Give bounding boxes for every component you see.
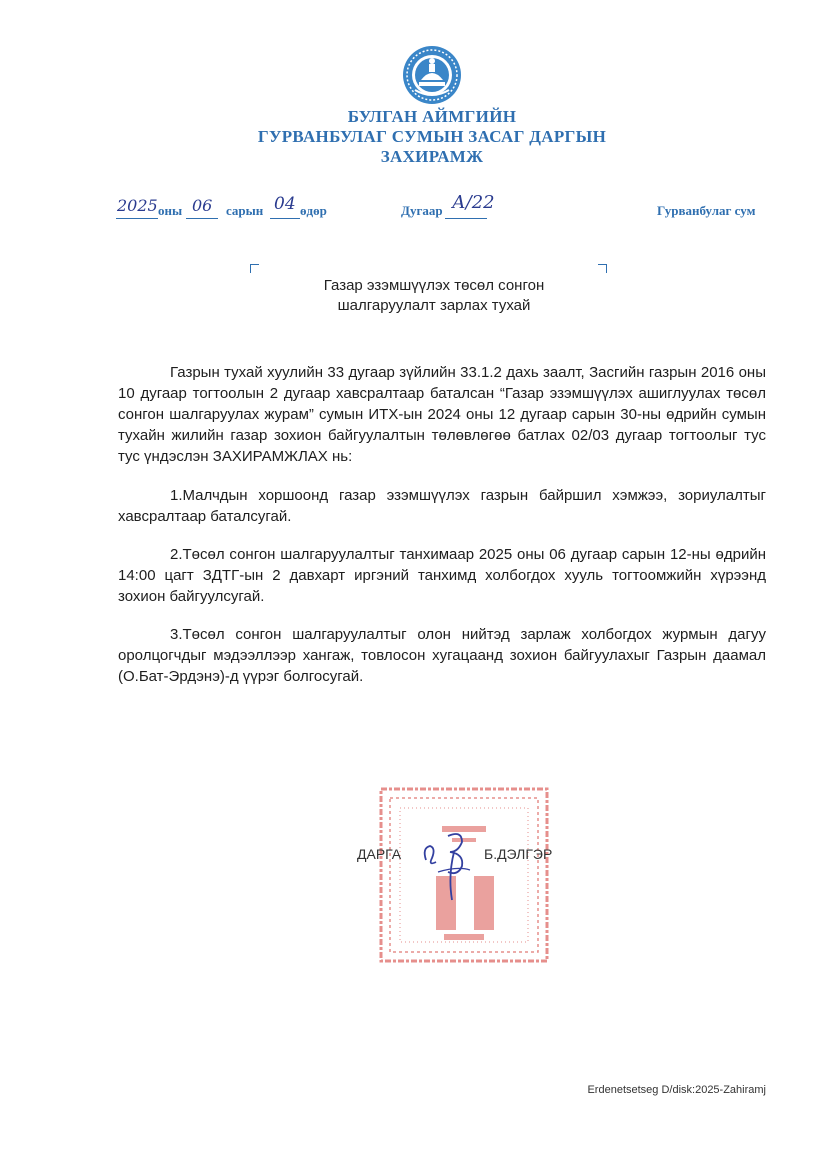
subject-corner-right <box>598 264 607 273</box>
signatory-title: ДАРГА <box>357 846 402 862</box>
state-emblem-icon <box>401 44 463 106</box>
number-handwritten: А/22 <box>452 192 495 213</box>
preamble-paragraph <box>118 362 766 467</box>
issuer-province: БУЛГАН АЙМГИЙН <box>347 107 517 126</box>
file-path-note: Erdenetsetseg D/disk:2025-Zahiramj <box>587 1084 766 1096</box>
number-label: Дугаар <box>401 203 443 218</box>
place-label: Гурванбулаг сум <box>657 203 756 218</box>
issuer-office: ГУРВАНБУЛАГ СУМЫН ЗАСАГ ДАРГЫН <box>257 127 607 146</box>
subject-corner-left <box>250 264 259 273</box>
year-handwritten: 2025 <box>117 196 158 215</box>
preamble-text: Газрын тухай хуулийн 33 дугаар зүйлийн 33.1.2 дахь заалт, Засгийн газрын 2016 оны 10 дугаар тогтоолын 2 дугаар хавсралтаар баталсан “Газар эзэмшүүлэх ашиглуулах төсөл сонгон шалгаруулах журам” сумын ИТХ-ын 2024 оны 12 дугаар сарын 30-ны өдрийн сумын тухайн жилийн газар зохион байгуулалтын төлөвлөгөө батлах 02/03 дугаар тогтоолыг тус тус үндэслэн ЗАХИРАМЖЛАХ нь: <box>118 364 766 465</box>
clause-1-text: 1.Малчдын хоршоонд газар эзэмшүүлэх газрын байршил хэмжээ, зориулалтыг хавсралтаар баталсугай. <box>118 487 766 525</box>
year-label: оны <box>158 203 183 218</box>
clause-3-text: 3.Төсөл сонгон шалгаруулалтыг олон нийтэд зарлаж холбогдох журмын дагуу оролцогчдыг мэдээллээр хангаж, товлосон хугацаанд зохион байгуулахыг Газрын даамал (О.Бат-Эрдэнэ)-д үүрэг болгосугай. <box>118 626 766 685</box>
subject-line-2: шалгаруулалт зарлах тухай <box>337 297 531 314</box>
handwritten-signature <box>418 822 484 902</box>
month-label: сарын <box>226 203 264 218</box>
clause-1 <box>118 485 766 527</box>
clause-3 <box>118 624 766 687</box>
month-handwritten: 06 <box>192 196 213 215</box>
clause-2 <box>118 544 766 607</box>
day-label: өдөр <box>300 203 327 218</box>
subject-title <box>200 276 668 316</box>
document-type: ЗАХИРАМЖ <box>380 147 484 166</box>
clause-2-text: 2.Төсөл сонгон шалгаруулалтыг танхимаар 2025 оны 06 дугаар сарын 12-ны өдрийн 14:00 цагт ЗДТГ-ын 2 давхарт иргэний танхимд холбогдох хууль тогтоомжийн хүрээнд зохион байгуулсугай. <box>118 546 766 605</box>
day-handwritten: 04 <box>274 194 296 214</box>
subject-line-1: Газар эзэмшүүлэх төсөл сонгон <box>323 277 545 294</box>
signatory-name: Б.ДЭЛГЭР <box>484 846 553 862</box>
document-meta <box>0 194 828 224</box>
